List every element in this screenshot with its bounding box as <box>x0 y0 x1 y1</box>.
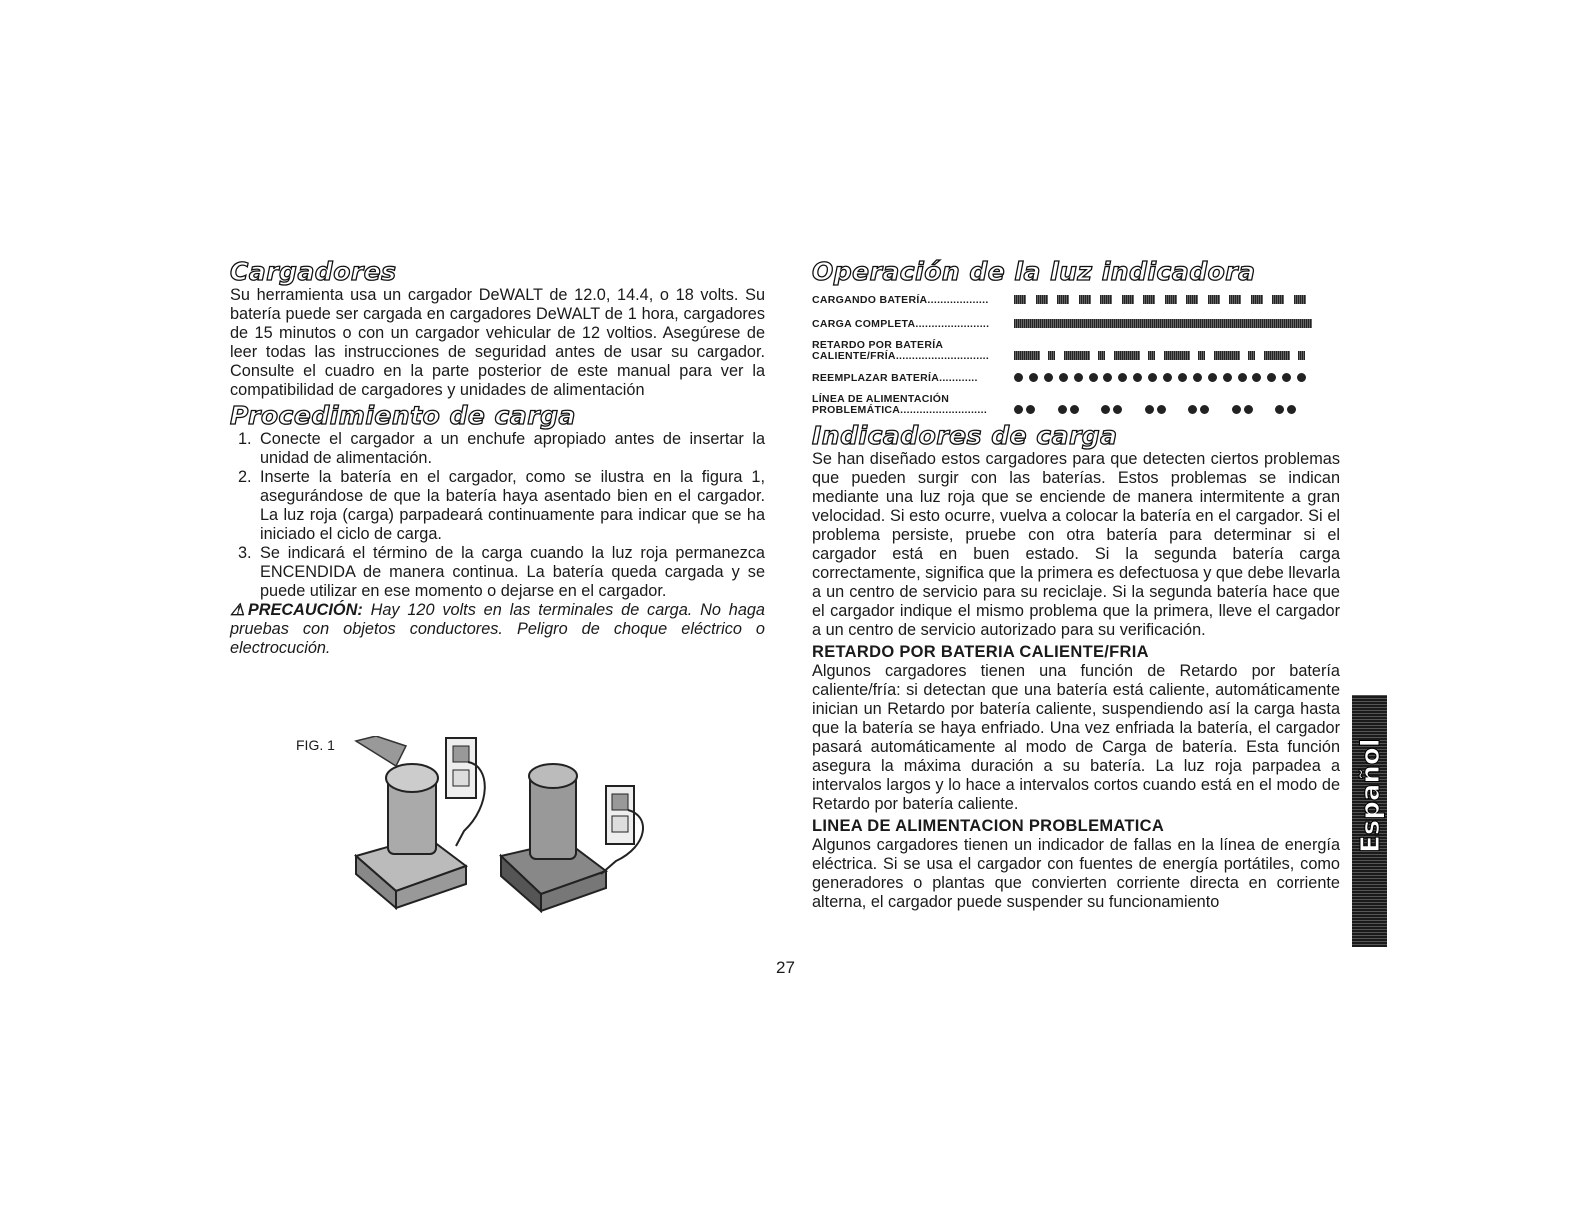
indicator-row <box>812 390 1340 420</box>
light-on-segment <box>1165 295 1177 304</box>
light-on-segment <box>1036 295 1048 304</box>
indicator-row <box>812 312 1340 336</box>
light-dot <box>1275 405 1284 414</box>
light-dot <box>1113 405 1122 414</box>
light-dot <box>1208 373 1217 382</box>
light-dot <box>1200 405 1209 414</box>
light-dot <box>1178 373 1187 382</box>
light-on-segment <box>1298 351 1305 360</box>
light-dot <box>1101 405 1110 414</box>
hot-cold-paragraph: Algunos cargadores tienen una función de Retardo por batería caliente/fría: si detectan que una batería está caliente, automáticamente inician un Retardo por batería caliente, suspendiendo así la carga hasta que la batería se haya enfriado. Una vez enfriada la batería, el cargador pasará automáticamente al modo de Carga de batería. Esta función asegura la máxima duración a su batería. La luz roja parpadea a intervalos largos y lo hace a intervalos cortos cuando está en el modo de Retardo por batería caliente. <box>812 662 1340 813</box>
charger-left-icon <box>356 736 485 908</box>
indicator-table <box>812 288 1340 420</box>
caution-label: PRECAUCIÓN: <box>247 601 363 619</box>
light-dot <box>1148 373 1157 382</box>
chargers-paragraph: Su herramienta usa un cargador DeWALT de 12.0, 14.4, o 18 volts. Su batería puede ser cargada en cargadores DeWALT de 1 hora, cargadores de 15 minutos o con un cargador vehicular de 12 voltios. Asegúrese de leer todas las instrucciones de seguridad antes de usar su cargador. Consulte el cuadro en la parte posterior de este manual para ver la compatibilidad de cargadores y unidades de alimentación <box>230 286 765 399</box>
replace-battery-pattern-icon <box>1014 372 1340 384</box>
procedure-heading: Procedimiento de carga <box>230 401 576 430</box>
left-column <box>230 258 765 658</box>
light-dot <box>1297 373 1306 382</box>
figure-label: FIG. 1 <box>296 737 335 753</box>
light-dot <box>1029 373 1038 382</box>
light-on-segment <box>1248 351 1255 360</box>
light-on-segment <box>1214 351 1240 360</box>
light-dot <box>1252 373 1261 382</box>
indicator-row <box>812 336 1340 366</box>
indicator-label: RETARDO POR BATERÍA CALIENTE/FRÍA............................. <box>812 339 990 362</box>
light-dot <box>1058 405 1067 414</box>
light-dot <box>1026 405 1035 414</box>
light-on-segment <box>1122 295 1134 304</box>
light-dot <box>1157 405 1166 414</box>
step-item: 1. Conecte el cargador a un enchufe apropiado antes de insertar la unidad de alimentación. <box>238 430 765 467</box>
light-dot <box>1014 373 1023 382</box>
light-dot <box>1133 373 1142 382</box>
light-dot <box>1232 405 1241 414</box>
light-on-segment <box>1014 295 1026 304</box>
light-on-segment <box>1294 295 1306 304</box>
light-on-segment <box>1057 295 1069 304</box>
light-dot <box>1223 373 1232 382</box>
power-line-paragraph: Algunos cargadores tienen un indicador de fallas en la línea de energía eléctrica. Si se usa el cargador con fuentes de energía portátiles, como generadores o plantas que convierten corriente directa en corriente alterna, el cargador puede suspender su funcionamiento <box>812 836 1340 911</box>
light-dot <box>1188 405 1197 414</box>
light-dot <box>1089 373 1098 382</box>
light-dot <box>1244 405 1253 414</box>
procedure-steps <box>230 430 765 601</box>
light-on-segment <box>1186 295 1198 304</box>
indicator-row <box>812 288 1340 312</box>
hot-cold-subheading: RETARDO POR BATERIA CALIENTE/FRIA <box>812 643 1149 661</box>
page-number: 27 <box>776 958 795 977</box>
light-dot <box>1103 373 1112 382</box>
charge-indicators-heading: Indicadores de carga <box>812 421 1118 450</box>
indicator-label: LÍNEA DE ALIMENTACIÓN PROBLEMÁTICA........................... <box>812 393 988 416</box>
light-dot <box>1044 373 1053 382</box>
indicator-row <box>812 366 1340 390</box>
language-tab-label: Español <box>1356 738 1386 853</box>
light-on-segment <box>1048 351 1055 360</box>
indicator-label: CARGANDO BATERÍA................... <box>812 293 989 306</box>
indicator-heading: Operación de la luz indicadora <box>812 257 1256 286</box>
light-on-segment <box>1264 351 1290 360</box>
light-on-segment <box>1164 351 1190 360</box>
light-on-segment <box>1208 295 1220 304</box>
light-on-segment <box>1098 351 1105 360</box>
indicator-label: REEMPLAZAR BATERÍA............ <box>812 371 978 384</box>
charge-indicators-paragraph: Se han diseñado estos cargadores para que detecten ciertos problemas que pueden surgir con las baterías. Estos problemas se indican mediante una luz roja que se enciende de manera intermitente a gran velocidad. Si esto ocurre, vuelva a colocar la batería en el cargador. Si el problema persiste, pruebe con otra batería para determinar si el cargador está en buen estado. Si la segunda batería carga correctamente, significa que la primera es defectuosa y que debe llevarla a un centro de servicio para su reciclaje. Si la segunda batería hace que el cargador indique el mismo problema que la primera, lleve el cargador a un centro de servicio autorizado para su verificación. <box>812 450 1340 639</box>
light-dot <box>1238 373 1247 382</box>
light-on-segment <box>1198 351 1205 360</box>
light-dot <box>1282 373 1291 382</box>
light-dot <box>1014 405 1023 414</box>
caution-note <box>230 601 765 658</box>
light-dot <box>1145 405 1154 414</box>
step-item: 2. Inserte la batería en el cargador, como se ilustra en la figura 1, asegurándose de que la batería haya asentado bien en el cargador. La luz roja (carga) parpadeará continuamente para indicar que se ha iniciado el ciclo de carga. <box>238 468 765 543</box>
light-dot <box>1163 373 1172 382</box>
light-on-segment <box>1100 295 1112 304</box>
light-on-segment <box>1014 351 1040 360</box>
power-line-pattern-icon <box>1014 404 1340 416</box>
light-on-segment <box>1272 295 1284 304</box>
light-dot <box>1193 373 1202 382</box>
power-line-subheading: LINEA DE ALIMENTACION PROBLEMATICA <box>812 817 1165 835</box>
light-on-segment <box>1229 295 1241 304</box>
light-dot <box>1074 373 1083 382</box>
light-dot <box>1267 373 1276 382</box>
light-on-segment <box>1014 319 1312 328</box>
warning-triangle-icon: ⚠ <box>230 601 248 619</box>
light-on-segment <box>1143 295 1155 304</box>
indicator-label: CARGA COMPLETA....................... <box>812 317 990 330</box>
light-dot <box>1118 373 1127 382</box>
charger-right-icon <box>501 764 643 911</box>
light-dot <box>1059 373 1068 382</box>
light-on-segment <box>1114 351 1140 360</box>
light-dot <box>1287 405 1296 414</box>
light-on-segment <box>1251 295 1263 304</box>
right-column <box>812 258 1340 912</box>
light-on-segment <box>1064 351 1090 360</box>
step-item: 3. Se indicará el término de la carga cuando la luz roja permanezca ENCENDIDA de manera continua. La batería queda cargada y se puede utilizar en ese momento o dejarse en el cargador. <box>238 544 765 600</box>
light-dot <box>1070 405 1079 414</box>
charger-illustration <box>296 736 656 914</box>
charging-pattern-icon <box>1014 294 1340 306</box>
light-on-segment <box>1079 295 1091 304</box>
full-charge-pattern-icon <box>1014 318 1340 330</box>
chargers-heading: Cargadores <box>230 257 397 286</box>
caution-text: Hay 120 volts en las terminales de carga. No haga pruebas con objetos conductores. Peligro de choque eléctrico o electrocución. <box>230 601 765 657</box>
light-on-segment <box>1148 351 1155 360</box>
hot-cold-pattern-icon <box>1014 350 1340 362</box>
